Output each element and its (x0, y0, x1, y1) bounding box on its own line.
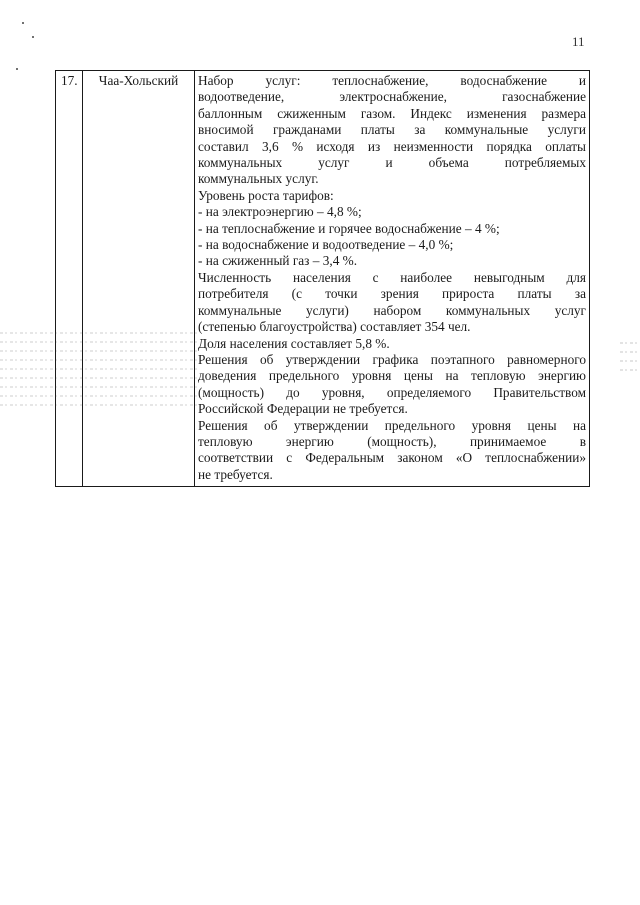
description-line: Доля населения составляет 5,8 %. (198, 335, 390, 351)
description-line: (степенью благоустройства) составляет 354 чел. (198, 319, 471, 335)
description-line: коммунальных услуг. (198, 171, 319, 187)
description-line: соответствии с Федеральным законом «О теплоснабжении» (198, 450, 586, 466)
scan-speck (32, 36, 34, 38)
description-line: доведения предельного уровня цены на тепловую энергию (198, 368, 586, 384)
description-line: вносимой гражданами платы за коммунальные услуги (198, 122, 586, 138)
description-line: коммунальные услуги) набором коммунальных услуг (198, 302, 586, 318)
description-line: Решения об утверждении графика поэтапного равномерного (198, 351, 586, 367)
description-line: (мощность) до уровня, определяемого Правительством (198, 384, 586, 400)
description-line: коммунальных услуг и объема потребляемых (198, 155, 586, 171)
description-line: - на электроэнергию – 4,8 %; (198, 204, 362, 220)
description-line: потребителя (с точки зрения прироста платы за (198, 286, 586, 302)
description-line: - на теплоснабжение и горячее водоснабжение – 4 %; (198, 220, 500, 236)
description-line: - на водоснабжение и водоотведение – 4,0 %; (198, 237, 454, 253)
description-line: Уровень роста тарифов: (198, 187, 334, 203)
page-number: 11 (572, 34, 585, 49)
municipality-cell: Чаа-Хольский (83, 71, 195, 487)
description-line: баллонным сжиженным газом. Индекс изменения размера (198, 105, 586, 121)
description-line: составил 3,6 % исходя из неизменности порядка оплаты (198, 138, 586, 154)
description-line: - на сжиженный газ – 3,4 %. (198, 253, 358, 269)
document-table (55, 70, 590, 487)
description-line: не требуется. (198, 466, 273, 482)
description-line: Набор услуг: теплоснабжение, водоснабжение и (198, 73, 586, 88)
scan-bleed-through-right (620, 335, 640, 415)
description-line: тепловую энергию (мощность), принимаемое в (198, 433, 586, 449)
description-line: Решения об утверждении предельного уровня цены на (198, 417, 586, 433)
description-cell (195, 71, 590, 487)
description-line: Российской Федерации не требуется. (198, 401, 408, 417)
description-line: водоотведение, электроснабжение, газоснабжение (198, 89, 586, 105)
scan-speck (22, 22, 24, 24)
scan-speck (16, 68, 18, 70)
table-row (56, 71, 590, 487)
row-number-cell: 17. (56, 71, 83, 487)
description-line: Численность населения с наиболее невыгодным для (198, 269, 586, 285)
